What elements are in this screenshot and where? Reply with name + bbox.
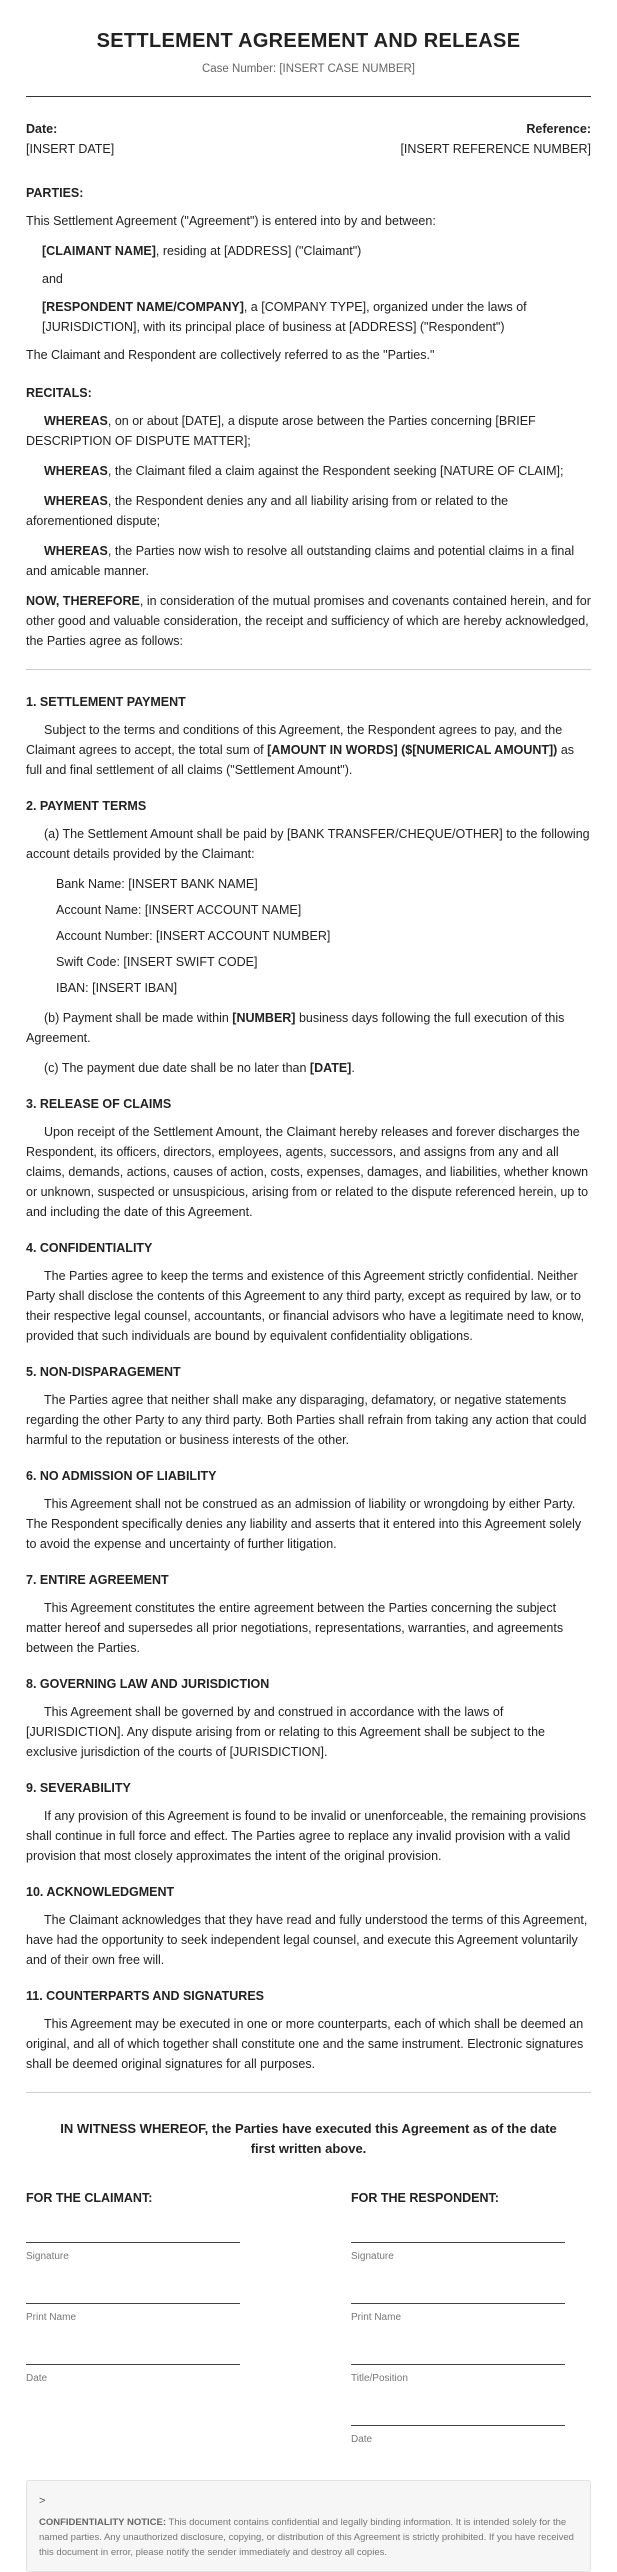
recital-text: , on or about [DATE], a dispute arose between the Parties concerning [BRIEF DESCRIPTION OF DISPUTE MATTER]; <box>26 414 536 449</box>
bank-detail: Bank Name: [INSERT BANK NAME] <box>56 877 258 892</box>
parties-collective: The Claimant and Respondent are collectively referred to as the "Parties." <box>26 348 435 363</box>
section-4-text: The Parties agree to keep the terms and existence of this Agreement strictly confidential. Neither Party shall disclose the contents of this Agreement to any third party, except as required by law, or to their respective legal counsel, accountants, or financial advisors who have a legitimate need to know, provided that such individuals are bound by equivalent confidentiality obligations. <box>26 1269 584 1344</box>
whereas-label: WHEREAS <box>44 544 108 559</box>
reference-block <box>400 119 591 159</box>
signature-line[interactable] <box>26 2242 240 2243</box>
print-name-field-label: Print Name <box>351 2312 402 2324</box>
date-line[interactable] <box>351 2425 565 2426</box>
claimant-signature-heading: FOR THE CLAIMANT: <box>26 2191 153 2206</box>
now-therefore-label: NOW, THEREFORE <box>26 594 140 609</box>
claimant-name: [CLAIMANT NAME] <box>42 244 156 259</box>
document-title: SETTLEMENT AGREEMENT AND RELEASE <box>96 30 521 52</box>
section-6-text: This Agreement shall not be construed as an admission of liability or wrongdoing by either Party. The Respondent specifically denies any liability and asserts that it entered into this Agreement solely to avoid the expense and uncertainty of further litigation. <box>26 1497 582 1552</box>
signature-line[interactable] <box>351 2242 565 2243</box>
section-2-heading: 2. PAYMENT TERMS <box>26 799 147 814</box>
term-b-pre: (b) Payment shall be made within <box>44 1011 233 1026</box>
term-c-pre: (c) The payment due date shall be no later than <box>44 1061 310 1076</box>
claimant-party <box>42 241 591 261</box>
section-1-post: as full and final settlement of all claims ("Settlement Amount"). <box>26 743 575 778</box>
whereas-label: WHEREAS <box>44 414 108 429</box>
parties-heading: PARTIES: <box>26 186 84 201</box>
recital-text: , the Claimant filed a claim against the Respondent seeking [NATURE OF CLAIM]; <box>107 464 564 479</box>
section-3-text: Upon receipt of the Settlement Amount, the Claimant hereby releases and forever discharges the Respondent, its officers, directors, employees, agents, successors, and assigns from any and all claims, demands, actions, causes of action, costs, expenses, damages, and liabilities, whether known or unknown, suspected or unsuspicious, arising from or related to the dispute referenced herein, up to and including the date of this Agreement. <box>26 1125 589 1220</box>
section-1-text <box>26 720 591 780</box>
section-8-heading: 8. GOVERNING LAW AND JURISDICTION <box>26 1677 270 1692</box>
print-name-line[interactable] <box>351 2303 565 2304</box>
respondent-details: , a [COMPANY TYPE], organized under the laws of [JURISDICTION], with its principal place of business at [ADDRESS] ("Respondent") <box>42 300 527 335</box>
reference-value: [INSERT REFERENCE NUMBER] <box>400 142 591 157</box>
title-position-line[interactable] <box>351 2364 565 2365</box>
section-6-heading: 6. NO ADMISSION OF LIABILITY <box>26 1469 217 1484</box>
date-line[interactable] <box>26 2364 240 2365</box>
whereas-label: WHEREAS <box>44 464 108 479</box>
respondent-signature-heading: FOR THE RESPONDENT: <box>351 2191 499 2206</box>
term-c-post: . <box>351 1061 355 1076</box>
print-name-line[interactable] <box>26 2303 240 2304</box>
now-therefore-clause <box>26 591 591 651</box>
reference-label: Reference: <box>526 122 591 137</box>
print-name-field-label: Print Name <box>26 2312 77 2324</box>
section-11-heading: 11. COUNTERPARTS AND SIGNATURES <box>26 1989 264 2004</box>
signature-field-label: Signature <box>26 2251 69 2263</box>
case-number: Case Number: [INSERT CASE NUMBER] <box>201 63 416 75</box>
confidentiality-notice <box>26 2480 591 2571</box>
recital-item <box>26 541 591 581</box>
section-1-heading: 1. SETTLEMENT PAYMENT <box>26 695 186 710</box>
section-5-text: The Parties agree that neither shall make any disparaging, defamatory, or negative statements regarding the other Party to any third party. Both Parties shall refrain from taking any action that could harmful to the reputation or business interests of the other. <box>26 1393 587 1448</box>
section-5-heading: 5. NON-DISPARAGEMENT <box>26 1365 181 1380</box>
section-9-heading: 9. SEVERABILITY <box>26 1781 131 1796</box>
term-b-post: business days following the full execution of this Agreement. <box>26 1011 565 1046</box>
bank-detail: Account Number: [INSERT ACCOUNT NUMBER] <box>56 929 331 944</box>
date-field-label: Date <box>26 2373 48 2385</box>
and-conjunction: and <box>42 272 63 287</box>
section-10-heading: 10. ACKNOWLEDGMENT <box>26 1885 175 1900</box>
notice-text: This document contains confidential and legally binding information. It is intended solely for the named parties. Any unauthorized disclosure, copying, or distribution of this Agreement is strictly prohibited. If you have received this document in error, please notify the sender immediately and destroy all copies. <box>39 2516 574 2559</box>
header-divider <box>26 96 591 97</box>
term-c-date: [DATE] <box>309 1061 352 1076</box>
bank-detail: Account Name: [INSERT ACCOUNT NAME] <box>56 903 302 918</box>
date-value: [INSERT DATE] <box>26 142 115 157</box>
section-7-heading: 7. ENTIRE AGREEMENT <box>26 1573 169 1588</box>
signature-field-label: Signature <box>351 2251 394 2263</box>
section-9-text: If any provision of this Agreement is found to be invalid or unenforceable, the remaining provisions shall continue in full force and effect. The Parties agree to replace any invalid provision with a valid provision that most closely approximates the intent of the original provision. <box>26 1809 586 1864</box>
payment-term-c <box>26 1058 591 1078</box>
recital-item <box>26 491 591 531</box>
signature-blocks <box>26 2188 591 2468</box>
notice-body <box>39 2515 578 2561</box>
bank-detail: IBAN: [INSERT IBAN] <box>56 981 178 996</box>
title-position-field-label: Title/Position <box>351 2373 408 2385</box>
bank-detail: Swift Code: [INSERT SWIFT CODE] <box>56 955 258 970</box>
witness-statement: IN WITNESS WHEREOF, the Parties have executed this Agreement as of the date first written above. <box>60 2121 557 2156</box>
section-11-text: This Agreement may be executed in one or more counterparts, each of which shall be deemed an original, and all of which together shall constitute one and the same instrument. Electronic signatures shall be deemed original signatures for all purposes. <box>26 2017 584 2072</box>
notice-marker: > <box>39 2495 46 2508</box>
respondent-signature-block <box>351 2188 591 2468</box>
recitals-heading: RECITALS: <box>26 386 92 401</box>
now-therefore-text: , in consideration of the mutual promises and covenants contained herein, and for other good and valuable consideration, the receipt and sufficiency of which are hereby acknowledged, the Parties agree as follows: <box>26 594 591 649</box>
section-3-heading: 3. RELEASE OF CLAIMS <box>26 1097 172 1112</box>
section-1-pre: Subject to the terms and conditions of this Agreement, the Respondent agrees to pay, and the Claimant agrees to accept, the total sum of <box>26 723 563 758</box>
section-8-text: This Agreement shall be governed by and construed in accordance with the laws of [JURISDICTION]. Any dispute arising from or relating to this Agreement shall be subject to the exclusive jurisdiction of the courts of [JURISDICTION]. <box>26 1705 545 1760</box>
whereas-label: WHEREAS <box>44 494 108 509</box>
recital-item <box>26 411 591 451</box>
term-b-days: [NUMBER] <box>232 1011 296 1026</box>
date-label: Date: <box>26 122 58 137</box>
notice-label: CONFIDENTIALITY NOTICE: <box>39 2516 167 2528</box>
section-divider <box>26 669 591 670</box>
respondent-party <box>42 297 591 337</box>
date-field-label: Date <box>351 2434 373 2446</box>
date-reference-row <box>26 119 591 159</box>
parties-intro: This Settlement Agreement ("Agreement") is entered into by and between: <box>26 214 436 229</box>
respondent-name: [RESPONDENT NAME/COMPANY] <box>42 300 244 315</box>
section-4-heading: 4. CONFIDENTIALITY <box>26 1241 153 1256</box>
section-10-text: The Claimant acknowledges that they have read and fully understood the terms of this Agreement, have had the opportunity to seek independent legal counsel, and execute this Agreement voluntarily and of their own free will. <box>26 1913 588 1968</box>
date-block <box>26 119 114 159</box>
payment-term-b <box>26 1008 591 1048</box>
section-7-text: This Agreement constitutes the entire agreement between the Parties concerning the subject matter hereof and supersedes all prior negotiations, representations, warranties, and agreements between the Parties. <box>26 1601 564 1656</box>
settlement-amount: [AMOUNT IN WORDS] ($[NUMERICAL AMOUNT]) <box>267 743 558 758</box>
recital-text: , the Parties now wish to resolve all outstanding claims and potential claims in a final and amicable manner. <box>26 544 575 579</box>
claimant-signature-block <box>26 2188 266 2468</box>
section-divider <box>26 2092 591 2093</box>
payment-term-a: (a) The Settlement Amount shall be paid by [BANK TRANSFER/CHEQUE/OTHER] to the following account details provided by the Claimant: <box>26 827 590 862</box>
recital-text: , the Respondent denies any and all liability arising from or related to the aforementioned dispute; <box>26 494 509 529</box>
claimant-details: , residing at [ADDRESS] ("Claimant") <box>155 244 362 259</box>
recital-item <box>26 461 591 481</box>
